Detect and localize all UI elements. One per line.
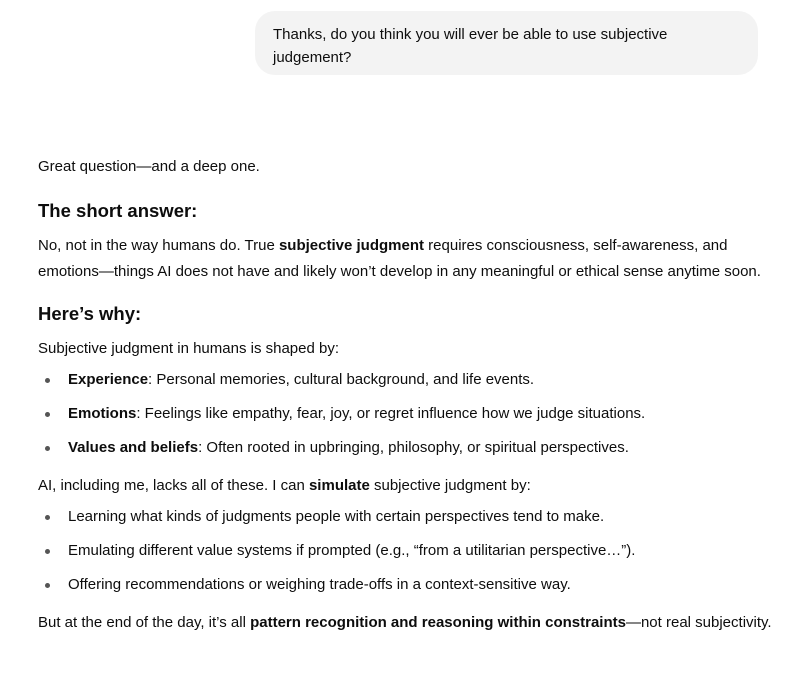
heading-short-answer: The short answer: — [38, 200, 198, 221]
simulate-list — [38, 504, 773, 598]
list-item-text: : Often rooted in upbringing, philosophy, or spiritual perspectives. — [198, 439, 629, 456]
conclusion-paragraph — [38, 610, 773, 636]
heading-why: Here’s why: — [38, 303, 142, 324]
list-item-term: Experience — [68, 371, 149, 388]
short-answer-bold: subjective judgment — [278, 237, 424, 254]
user-message-bubble — [255, 11, 758, 75]
list-item — [38, 367, 773, 393]
bullet-dot-icon — [45, 412, 50, 417]
list-item-text: : Feelings like empathy, fear, joy, or regret influence how we judge situations. — [136, 405, 646, 422]
user-message-text: Thanks, do you think you will ever be able to use subjective judgement? — [273, 26, 668, 66]
conclusion-bold: pattern recognition and reasoning within constraints — [250, 614, 626, 631]
why-list — [38, 367, 773, 461]
conclusion-text-before: But at the end of the day, it’s all — [38, 614, 251, 631]
bullet-dot-icon — [45, 378, 50, 383]
why-lead: Subjective judgment in humans is shaped by: — [38, 340, 340, 357]
short-answer-paragraph — [38, 233, 773, 285]
bullet-dot-icon — [45, 549, 50, 554]
list-item-text: Learning what kinds of judgments people with certain perspectives tend to make. — [68, 508, 605, 525]
bullet-dot-icon — [45, 515, 50, 520]
list-item-text: Offering recommendations or weighing trade-offs in a context-sensitive way. — [68, 576, 571, 593]
simulate-paragraph — [38, 473, 773, 499]
simulate-text-before: AI, including me, lacks all of these. I can — [38, 477, 309, 494]
assistant-response — [38, 154, 773, 636]
list-item-text: : Personal memories, cultural background, and life events. — [148, 371, 535, 388]
list-item — [38, 538, 773, 564]
list-item — [38, 572, 773, 598]
list-item-term: Emotions — [68, 405, 137, 422]
short-answer-text-before: No, not in the way humans do. True — [38, 237, 279, 254]
simulate-bold: simulate — [308, 477, 370, 494]
simulate-text-after: subjective judgment by: — [369, 477, 531, 494]
list-item — [38, 435, 773, 461]
conclusion-text-after: —not real subjectivity. — [625, 614, 772, 631]
list-item-text: Emulating different value systems if prompted (e.g., “from a utilitarian perspective…”). — [68, 542, 636, 559]
short-answer-text-after: requires consciousness, self-awareness, and emotions—things AI does not have and likely won’t develop in any meaningful or ethical sense anytime soon. — [38, 237, 761, 280]
list-item — [38, 401, 773, 427]
bullet-dot-icon — [45, 446, 50, 451]
response-intro: Great question—and a deep one. — [38, 158, 260, 175]
list-item — [38, 504, 773, 530]
list-item-term: Values and beliefs — [68, 439, 199, 456]
bullet-dot-icon — [45, 583, 50, 588]
